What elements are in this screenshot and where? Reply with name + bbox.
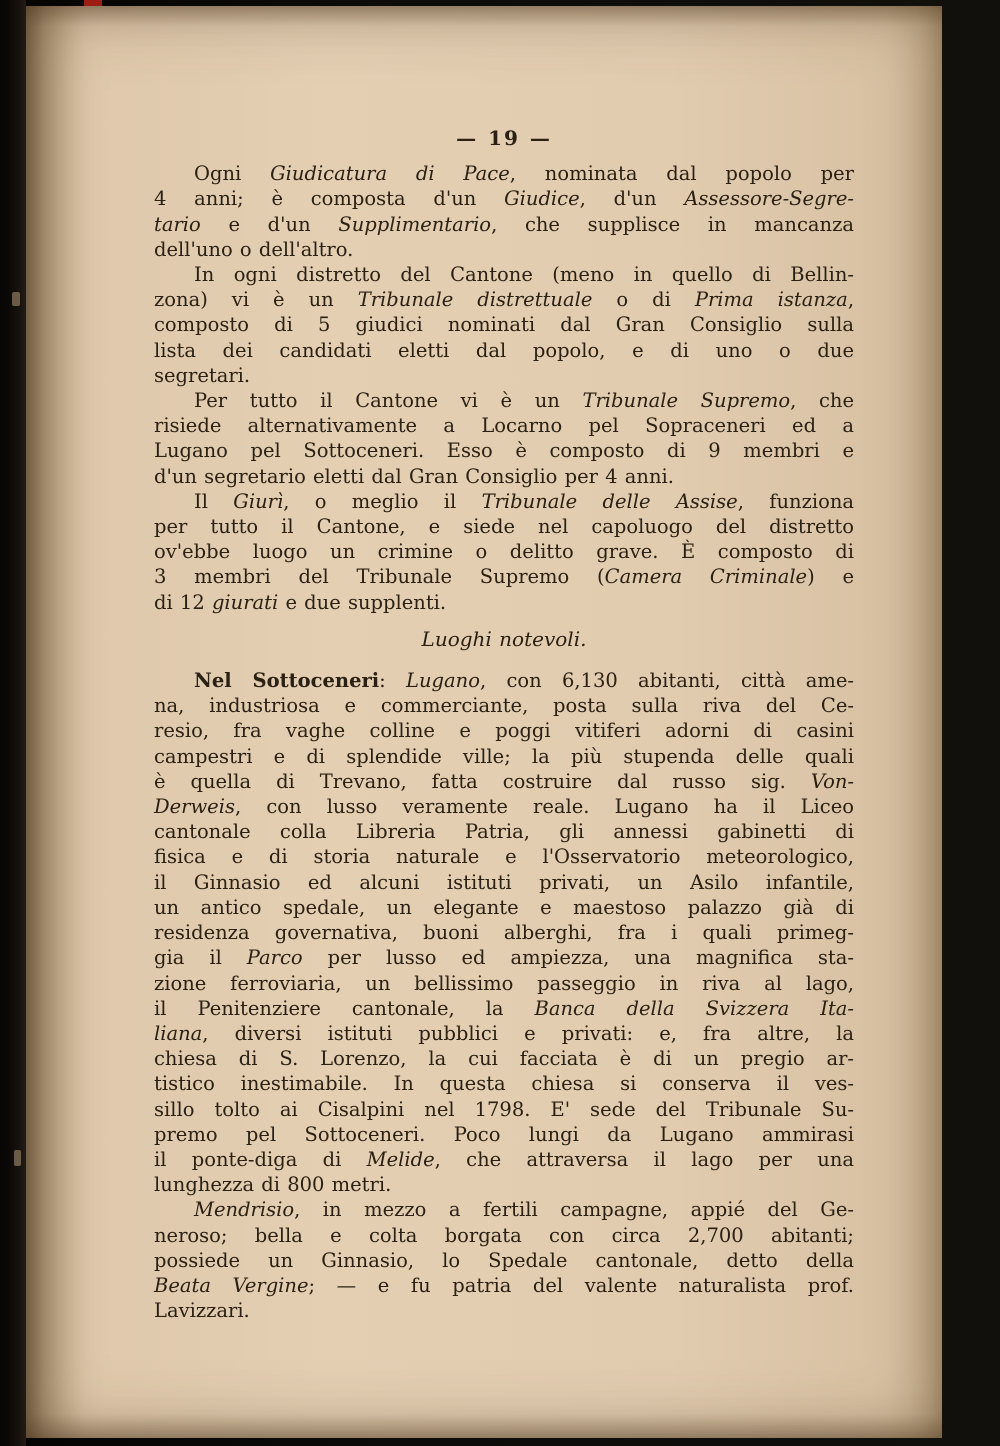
paragraph: [154, 262, 854, 388]
text-line: zione ferroviaria, un bellissimo passeggio in riva al lago,: [154, 971, 854, 995]
text-line: possiede un Ginnasio, lo Spedale cantonale, detto della: [154, 1248, 854, 1272]
text-line: il Ginnasio ed alcuni istituti privati, un Asilo infantile,: [154, 870, 854, 894]
text-line: un antico spedale, un elegante e maestoso palazzo già di: [154, 895, 854, 919]
text-line: Mendrisio, in mezzo a fertili campagne, appié del Ge-: [194, 1198, 854, 1222]
text-line: il Penitenziere cantonale, la Banca della Svizzera Ita-: [154, 996, 854, 1020]
text-line: dell'uno o dell'altro.: [154, 237, 354, 261]
text-line: lista dei candidati eletti dal popolo, e di uno o due: [154, 338, 854, 362]
page-number: — 19 —: [456, 126, 552, 150]
text-line: premo pel Sottoceneri. Poco lungi da Lugano ammirasi: [154, 1122, 854, 1146]
section-heading: Luoghi notevoli.: [421, 626, 587, 651]
text-line: In ogni distretto del Cantone (meno in quello di Bellin-: [194, 263, 854, 287]
spine-mark: [12, 292, 20, 306]
text-line: Ogni Giudicatura di Pace, nominata dal popolo per: [194, 162, 855, 186]
text-line: chiesa di S. Lorenzo, la cui facciata è di un pregio ar-: [154, 1047, 854, 1071]
text-line: gia il Parco per lusso ed ampiezza, una magnifica sta-: [154, 946, 854, 970]
text-line: il ponte-diga di Melide, che attraversa il lago per una: [154, 1147, 854, 1171]
paragraph: [154, 1197, 854, 1323]
text-line: tario e d'un Supplimentario, che supplisce in mancanza: [154, 212, 854, 236]
text-line: Lavizzari.: [154, 1299, 250, 1323]
paragraph: [154, 161, 854, 262]
book-spine: [0, 0, 26, 1446]
text-line: tistico inestimabile. In questa chiesa si conserva il ves-: [154, 1072, 854, 1096]
text-line: risiede alternativamente a Locarno pel Sopraceneri ed a: [154, 414, 854, 438]
text-line: na, industriosa e commerciante, posta sulla riva del Ce-: [154, 694, 854, 718]
paragraph: [154, 489, 854, 615]
text-line: di 12 giurati e due supplenti.: [154, 590, 447, 614]
text-line: 4 anni; è composta d'un Giudice, d'un Assessore-Segre-: [154, 187, 854, 211]
text-line: segretari.: [154, 363, 251, 387]
text-line: liana, diversi istituti pubblici e privati: e, fra altre, la: [154, 1021, 854, 1045]
text-line: neroso; bella e colta borgata con circa 2,700 abitanti;: [154, 1223, 854, 1247]
text-line: Per tutto il Cantone vi è un Tribunale Supremo, che: [194, 389, 855, 413]
text-line: d'un segretario eletti dal Gran Consiglio per 4 anni.: [154, 464, 674, 488]
paragraph: [154, 668, 854, 1197]
spine-mark: [14, 1150, 21, 1166]
text-line: Beata Vergine; — e fu patria del valente naturalista prof.: [154, 1273, 854, 1297]
text-line: campestri e di splendide ville; la più stupenda delle quali: [154, 744, 854, 768]
text-column: [154, 126, 854, 1323]
text-line: resio, fra vaghe colline e poggi vitiferi adorni di casini: [154, 719, 854, 743]
text-line: cantonale colla Libreria Patria, gli annessi gabinetti di: [154, 820, 854, 844]
text-line: fisica e di storia naturale e l'Osservatorio meteorologico,: [154, 845, 854, 869]
text-line: Lugano pel Sottoceneri. Esso è composto di 9 membri e: [154, 439, 854, 463]
book-page: [26, 6, 942, 1438]
text-line: sillo tolto ai Cisalpini nel 1798. E' sede del Tribunale Su-: [154, 1097, 854, 1121]
paragraph: [154, 388, 854, 489]
text-line: Il Giurì, o meglio il Tribunale delle Assise, funziona: [194, 489, 855, 513]
text-line: Derweis, con lusso veramente reale. Lugano ha il Liceo: [154, 795, 854, 819]
text-line: lunghezza di 800 metri.: [154, 1173, 392, 1197]
text-line: ov'ebbe luogo un crimine o delitto grave. È composto di: [154, 540, 854, 564]
text-line: 3 membri del Tribunale Supremo (Camera Criminale) e: [154, 565, 855, 589]
text-line: residenza governativa, buoni alberghi, fra i quali primeg-: [154, 921, 854, 945]
text-line: Nel Sottoceneri: Lugano, con 6,130 abitanti, città ame-: [194, 669, 854, 693]
text-line: zona) vi è un Tribunale distrettuale o di Prima istanza,: [154, 288, 855, 312]
text-line: per tutto il Cantone, e siede nel capoluogo del distretto: [154, 515, 854, 539]
text-line: è quella di Trevano, fatta costruire dal russo sig. Von-: [154, 769, 854, 793]
text-line: composto di 5 giudici nominati dal Gran Consiglio sulla: [154, 313, 854, 337]
